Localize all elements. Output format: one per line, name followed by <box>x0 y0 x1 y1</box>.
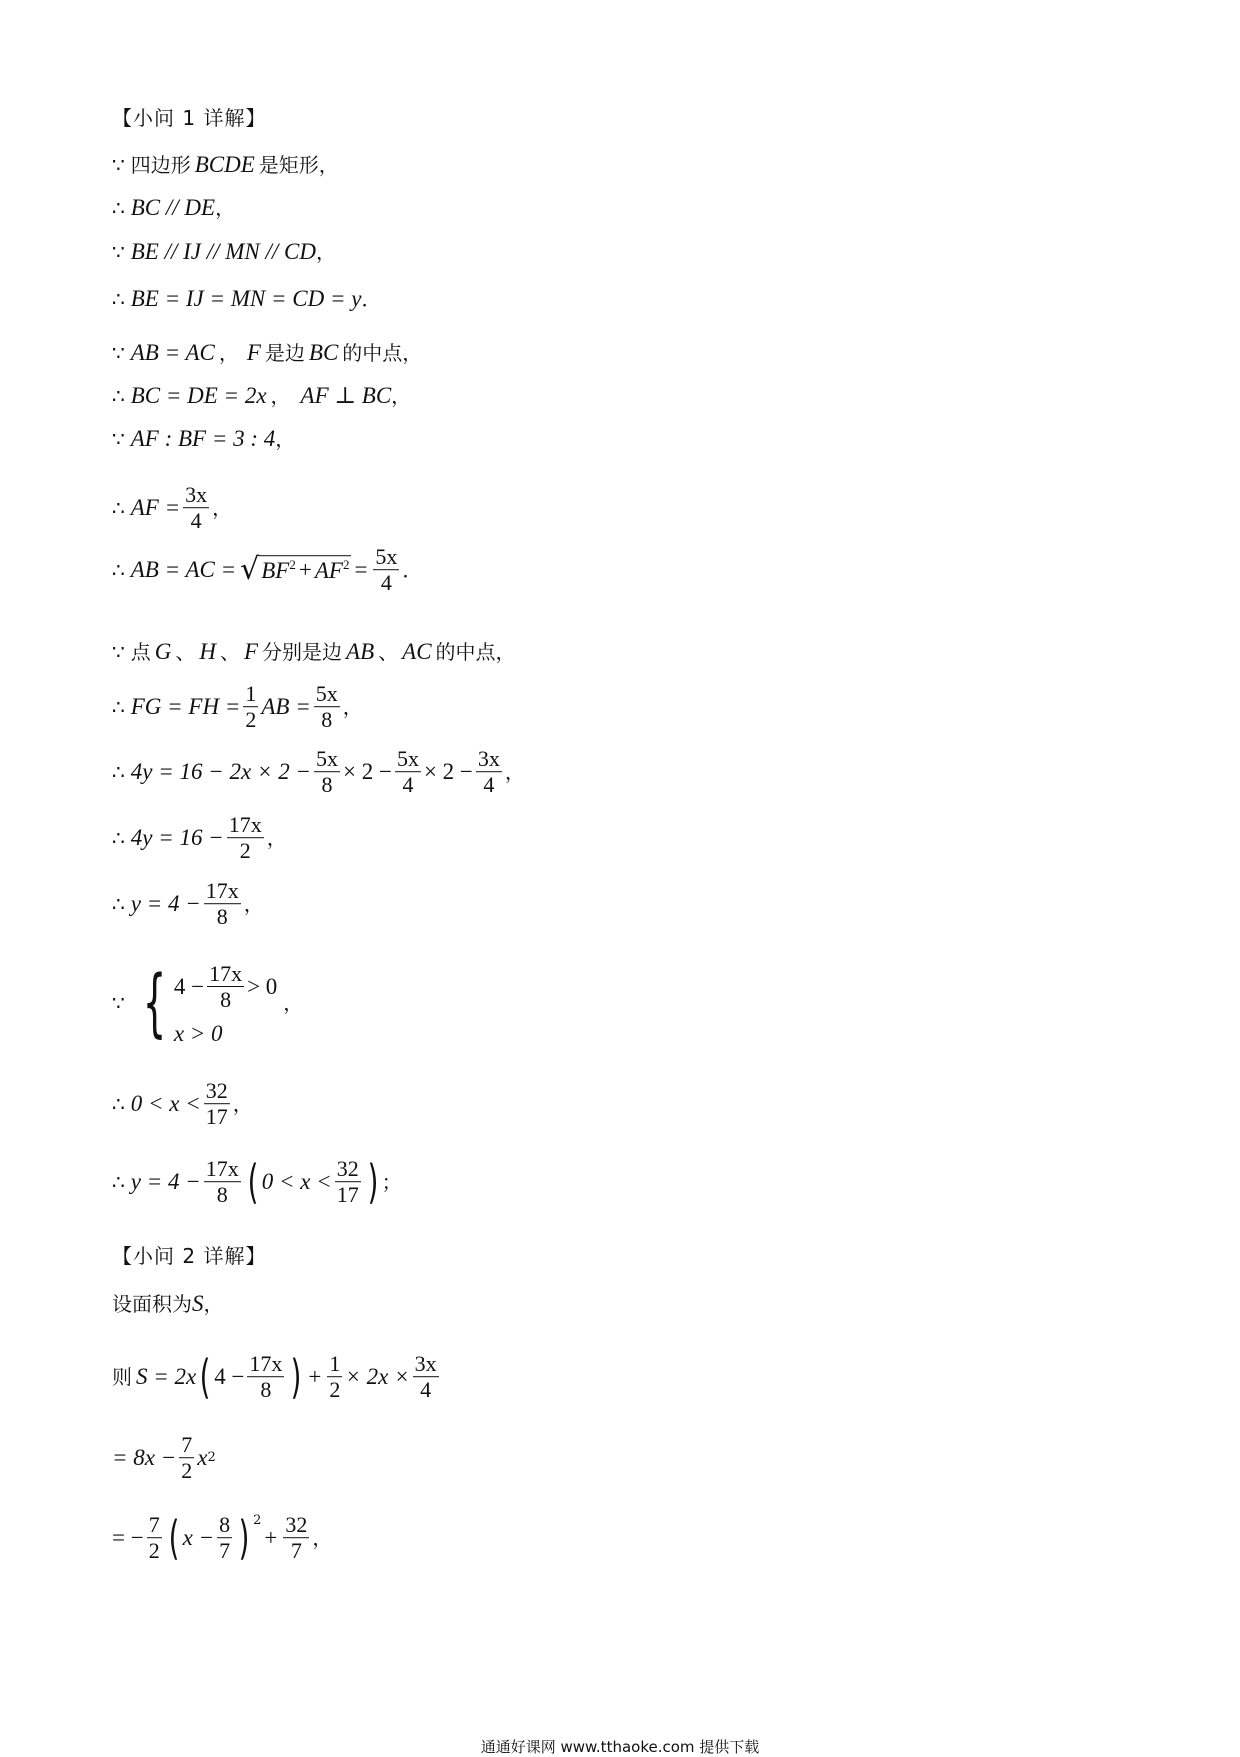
math-var: S <box>192 1291 204 1316</box>
numerator: 7 <box>148 1512 160 1538</box>
math-expr: BE = IJ = MN = CD = y <box>130 286 362 311</box>
numerator: 1 <box>245 681 257 707</box>
therefore-symbol: ∴ <box>112 892 125 916</box>
punct: ， <box>203 1291 224 1316</box>
fraction <box>314 746 340 798</box>
therefore-symbol: ∴ <box>112 695 125 719</box>
line-14 <box>112 878 264 930</box>
because-symbol: ∵ <box>112 152 125 177</box>
math-expr: AF ⊥ BC <box>300 383 392 408</box>
s2-line-1 <box>112 1292 224 1315</box>
left-paren: ( <box>199 1350 211 1404</box>
right-paren: ) <box>238 1511 250 1565</box>
therefore-symbol: ∴ <box>112 286 125 311</box>
line-16 <box>112 1078 253 1130</box>
punct: ， <box>212 496 233 520</box>
numerator: 5x <box>396 746 419 772</box>
numerator: 5x <box>315 746 338 772</box>
punct: ． <box>402 558 423 582</box>
therefore-symbol: ∴ <box>112 195 125 220</box>
punct: ． <box>361 286 382 311</box>
punct: ， <box>391 383 412 408</box>
numerator: 3x <box>477 746 500 772</box>
numerator: 17x <box>249 1351 283 1377</box>
line-15-system <box>112 961 303 1045</box>
math-var: AB <box>346 639 375 664</box>
s2-line-4 <box>112 1512 332 1564</box>
punct: ， <box>275 426 296 451</box>
numerator: 17x <box>209 961 243 986</box>
line-6 <box>112 384 411 407</box>
math-expr: AF : BF = 3 : 4 <box>130 426 276 451</box>
math-expr: 4 − <box>173 974 205 1000</box>
text: 的中点， <box>435 639 516 664</box>
operator: + <box>298 557 312 583</box>
text: 点 <box>130 639 151 664</box>
denominator: 7 <box>290 1538 302 1564</box>
numerator: 3x <box>185 482 208 508</box>
exponent: 2 <box>289 557 296 572</box>
text: 则 <box>112 1365 132 1389</box>
numerator: 7 <box>181 1432 193 1458</box>
therefore-symbol: ∴ <box>112 826 125 850</box>
s2-line-3 <box>112 1432 216 1484</box>
exponent: 2 <box>253 1513 262 1529</box>
system-row-1 <box>174 961 277 1013</box>
fraction <box>327 1351 342 1403</box>
punct: ， <box>232 1092 253 1116</box>
right-paren: ) <box>367 1155 379 1209</box>
left-brace: { <box>142 960 167 1046</box>
punct: ， <box>504 760 525 784</box>
math-expr: BC = DE = 2x <box>130 383 267 408</box>
punct: 、 <box>175 639 196 664</box>
denominator: 4 <box>190 508 202 534</box>
fraction <box>413 1351 439 1403</box>
left-paren: ( <box>247 1155 259 1209</box>
math-expr: y = 4 − <box>130 1169 201 1195</box>
denominator: 7 <box>219 1538 231 1564</box>
denominator: 8 <box>321 707 333 733</box>
math-expr: AF = <box>130 495 181 521</box>
punct: ， <box>243 892 264 916</box>
s2-line-2 <box>112 1351 442 1403</box>
therefore-symbol: ∴ <box>112 760 125 784</box>
math-expr: BC // DE <box>130 195 216 220</box>
denominator: 8 <box>321 772 333 798</box>
line-9 <box>112 544 422 596</box>
numerator: 17x <box>228 812 262 838</box>
punct: ， <box>312 1526 333 1550</box>
math-var: BC <box>308 340 339 365</box>
line-5 <box>112 341 422 364</box>
math-expr: 0 < x < <box>261 1169 332 1195</box>
math-expr: × 2x × <box>345 1364 410 1390</box>
punct: ， <box>283 991 304 1015</box>
numerator: 32 <box>336 1156 359 1182</box>
denominator: 2 <box>181 1458 193 1484</box>
math-expr: = 8x − <box>112 1445 177 1471</box>
math-expr: 0 < x < <box>130 1091 201 1117</box>
therefore-symbol: ∴ <box>112 1092 125 1116</box>
numerator: 5x <box>315 681 338 707</box>
text: 是边 <box>264 340 305 365</box>
math-var: H <box>199 639 216 664</box>
line-7 <box>112 427 295 450</box>
fraction <box>204 878 241 930</box>
punct: ； <box>381 1170 402 1194</box>
line-13 <box>112 812 287 864</box>
inequality-system <box>174 961 277 1045</box>
denominator: 2 <box>148 1538 160 1564</box>
fraction <box>204 1156 241 1208</box>
denominator: 8 <box>260 1377 272 1403</box>
fraction <box>243 681 258 733</box>
math-var: AF <box>314 557 343 583</box>
line-2 <box>112 196 235 219</box>
fraction <box>207 961 244 1013</box>
numerator: 32 <box>205 1078 228 1104</box>
punct: ， <box>270 383 291 408</box>
fraction <box>314 681 340 733</box>
math-expr: 4y = 16 − <box>130 825 224 851</box>
denominator: 4 <box>420 1377 432 1403</box>
fraction <box>247 1351 284 1403</box>
fraction <box>395 746 421 798</box>
punct: ， <box>215 195 236 220</box>
fraction <box>476 746 502 798</box>
text: 分别是边 <box>262 639 343 664</box>
line-3 <box>112 240 336 263</box>
radicand <box>259 555 351 585</box>
denominator: 4 <box>483 772 495 798</box>
fraction <box>179 1432 194 1484</box>
line-4 <box>112 287 381 310</box>
denominator: 17 <box>205 1104 228 1130</box>
operator: + <box>308 1364 322 1390</box>
right-paren: ) <box>291 1350 302 1404</box>
numerator: 5x <box>375 544 398 570</box>
exponent: 2 <box>207 1450 216 1466</box>
math-expr: x − <box>182 1525 215 1551</box>
text: 是矩形， <box>258 152 339 177</box>
section-2-heading: 【小问 2 详解】 <box>112 1244 267 1268</box>
math-expr: × 2 − <box>342 759 392 785</box>
math-var: AC <box>402 639 432 664</box>
math-expr: AB = <box>261 694 311 720</box>
math-expr: BE // IJ // MN // CD <box>130 239 316 264</box>
denominator: 2 <box>329 1377 341 1403</box>
therefore-symbol: ∴ <box>112 496 125 520</box>
section-1-heading: 【小问 1 详解】 <box>112 106 267 130</box>
text: 的中点， <box>342 340 423 365</box>
denominator: 2 <box>239 838 251 864</box>
denominator: 4 <box>402 772 414 798</box>
square-root <box>240 552 351 587</box>
because-symbol: ∵ <box>112 991 125 1015</box>
exponent: 2 <box>342 557 350 572</box>
line-8 <box>112 482 232 534</box>
math-expr: 4y = 16 − 2x × 2 − <box>130 759 311 785</box>
math-expr: AB = AC = <box>130 557 237 583</box>
fraction <box>204 1078 230 1130</box>
line-10 <box>112 640 516 663</box>
fraction <box>373 544 399 596</box>
left-paren: ( <box>168 1511 180 1565</box>
denominator: 17 <box>336 1182 359 1208</box>
punct: ， <box>218 340 239 365</box>
therefore-symbol: ∴ <box>112 383 125 408</box>
fraction <box>183 482 209 534</box>
punct: 、 <box>219 639 240 664</box>
line-1 <box>112 153 339 176</box>
denominator: 8 <box>216 904 228 930</box>
math-var: x <box>197 1445 208 1471</box>
math-var: G <box>154 639 172 664</box>
punct: ， <box>266 826 287 850</box>
math-var: F <box>243 639 259 664</box>
because-symbol: ∵ <box>112 340 125 365</box>
page-footer: 通通好课网 www.tthaoke.com 提供下载 <box>480 1738 760 1756</box>
math-var: BCDE <box>194 152 255 177</box>
fraction <box>335 1156 361 1208</box>
numerator: 1 <box>329 1351 341 1377</box>
punct: 、 <box>378 639 399 664</box>
math-expr: y = 4 − <box>130 891 201 917</box>
fraction <box>227 812 264 864</box>
line-11 <box>112 681 363 733</box>
math-expr: AB = AC <box>130 340 215 365</box>
line-17 <box>112 1156 402 1208</box>
math-var: F <box>246 340 261 365</box>
denominator: 8 <box>216 1182 228 1208</box>
math-expr: x > 0 <box>173 1021 223 1046</box>
math-expr: FG = FH = <box>130 694 241 720</box>
denominator: 4 <box>380 570 392 596</box>
numerator: 17x <box>205 878 239 904</box>
punct: ， <box>316 239 336 264</box>
math-expr: × 2 − <box>423 759 473 785</box>
operator: = <box>354 557 368 583</box>
therefore-symbol: ∴ <box>112 1170 125 1194</box>
system-row-2 <box>174 1022 277 1045</box>
operator: + <box>264 1525 278 1551</box>
math-expr: S = 2x <box>136 1364 197 1390</box>
denominator: 2 <box>245 707 257 733</box>
text: 设面积为 <box>112 1291 192 1316</box>
numerator: 3x <box>414 1351 437 1377</box>
line-12 <box>112 746 525 798</box>
therefore-symbol: ∴ <box>112 558 125 582</box>
fraction <box>147 1512 162 1564</box>
numerator: 32 <box>285 1512 308 1538</box>
math-expr: 4 − <box>214 1364 245 1390</box>
numerator: 17x <box>205 1156 239 1182</box>
because-symbol: ∵ <box>112 239 125 264</box>
punct: ， <box>342 695 363 719</box>
math-var: BF <box>261 557 290 583</box>
denominator: 8 <box>220 987 232 1013</box>
radical-sign: √ <box>240 552 260 587</box>
fraction <box>283 1512 309 1564</box>
because-symbol: ∵ <box>112 426 125 451</box>
because-symbol: ∵ <box>112 639 125 664</box>
text: 四边形 <box>130 152 191 177</box>
math-expr: = − <box>112 1525 144 1551</box>
numerator: 8 <box>219 1512 231 1538</box>
math-expr: > 0 <box>247 974 278 1000</box>
fraction <box>217 1512 232 1564</box>
